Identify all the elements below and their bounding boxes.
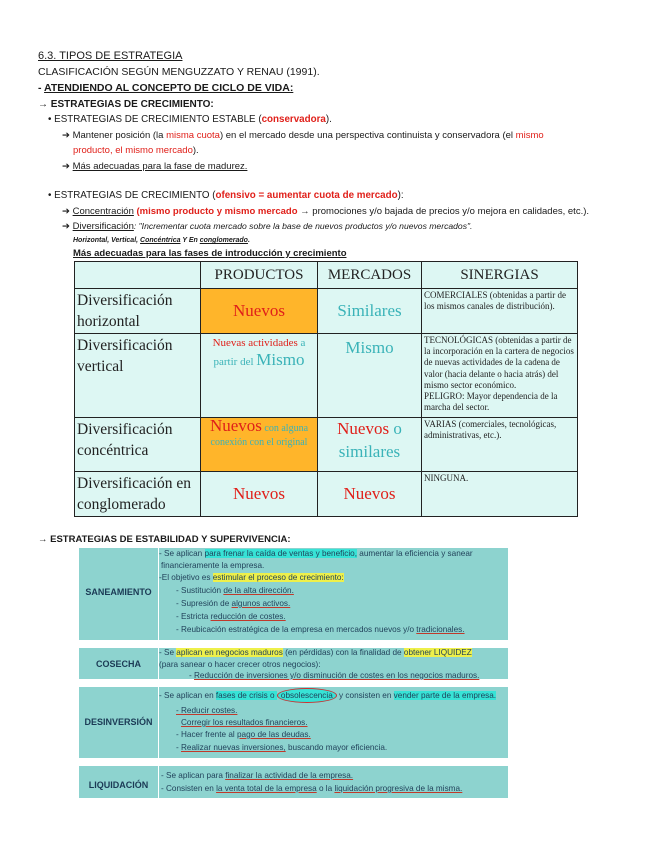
- cell-products: [201, 334, 318, 418]
- lifecycle-line: [38, 82, 293, 94]
- table-row: [75, 472, 578, 517]
- growth-title: → ESTRATEGIAS DE CRECIMIENTO:: [38, 99, 214, 110]
- stable-p1-red: misma cuota: [166, 130, 220, 141]
- row-separator: [79, 758, 508, 766]
- underlined: algunos activos.: [231, 599, 291, 608]
- saneamiento-line-2: financieramente la empresa.: [161, 561, 265, 570]
- stable-point-1-cont: [73, 145, 199, 156]
- saneamiento-label: SANEAMIENTO: [85, 587, 152, 597]
- synergy-warning: PELIGRO: Mayor dependencia de la marcha del sector.: [424, 391, 558, 413]
- underlined: la venta total de la empresa: [216, 784, 317, 793]
- phases-line: Más adecuadas para las fases de introducción y crecimiento: [73, 248, 347, 259]
- text: -: [176, 743, 182, 752]
- arrow-icon: ➔: [62, 130, 70, 141]
- arrow-icon: ➔: [62, 221, 70, 232]
- text: - Estricta: [176, 612, 211, 621]
- desinversion-line-3: Corregir los resultados financieros.: [181, 718, 308, 727]
- text: - Reubicación estratégica de la empresa en mercados nuevos y/o: [176, 625, 417, 634]
- underlined: Realizar nuevas inversiones,: [181, 743, 286, 752]
- concentration-rest: promociones y/o bajada de precios y/o mejora en calidades, etc.).: [309, 206, 590, 217]
- desinversion-line-2: - Reducir costes.: [176, 706, 238, 715]
- underlined: pago de las deudas.: [236, 730, 311, 739]
- header-cell-markets: MERCADOS: [318, 262, 422, 289]
- products-b: con alguna conexión con el original: [210, 423, 309, 448]
- highlight: estimular el proceso de crecimiento:: [212, 573, 344, 582]
- text: - Sustitución: [176, 586, 224, 595]
- section-title: 6.3. TIPOS DE ESTRATEGIA: [38, 50, 183, 62]
- table-row: [75, 289, 578, 334]
- circled-word: obsolescencia: [277, 688, 337, 703]
- liquidacion-line-2: [161, 784, 462, 793]
- column-separator: [158, 766, 159, 798]
- text: -: [189, 671, 195, 680]
- saneamiento-line-3: [159, 573, 344, 582]
- saneamiento-line-6: [176, 612, 286, 621]
- stability-table: [79, 548, 508, 798]
- bullet-icon: •: [48, 190, 52, 201]
- text: - Se aplican en: [159, 691, 216, 700]
- cell-markets: Nuevos: [318, 472, 422, 517]
- cell-synergy: COMERCIALES (obtenidas a partir de los mismos canales de distribución).: [422, 289, 578, 334]
- stable-point-2: [62, 161, 247, 172]
- markets-a: Nuevos: [337, 419, 390, 438]
- products-a: Nuevos: [209, 417, 262, 435]
- diversification-line: [62, 221, 472, 232]
- stable-growth-bullet: [48, 114, 332, 125]
- table-row: [75, 418, 578, 472]
- text: - Se: [159, 648, 177, 657]
- row-name: Diversificación horizontal: [75, 289, 201, 334]
- offensive-label: ESTRATEGIAS DE CRECIMIENTO (: [54, 190, 216, 201]
- desinversion-line-4: [176, 730, 311, 739]
- cell-products: Nuevos: [201, 289, 318, 334]
- products-a: Nuevas actividades: [212, 337, 298, 349]
- text: - Consisten en: [161, 784, 217, 793]
- offensive-growth-bullet: [48, 190, 404, 201]
- text: o la: [316, 784, 335, 793]
- row-name: Diversificación concéntrica: [75, 418, 201, 472]
- offensive-label-end: ):: [397, 190, 404, 201]
- cell-products: Nuevos: [201, 472, 318, 517]
- types-a: Horizontal, Vertical,: [73, 237, 141, 244]
- header-cell-empty: [75, 262, 201, 289]
- row-name: Diversificación vertical: [75, 334, 201, 418]
- stable-label-red: conservadora: [261, 114, 326, 125]
- products-b: a partir del: [213, 337, 306, 368]
- desinversion-label: DESINVERSIÓN: [84, 717, 153, 727]
- saneamiento-line-4: [176, 586, 294, 595]
- stable-p1-red2: mismo: [515, 130, 544, 141]
- stable-p1-red3: producto, el mismo mercado: [73, 145, 193, 156]
- stable-point-1: [62, 130, 544, 141]
- cell-synergy: VARIAS (comerciales, tecnológicas, administrativas, etc.).: [422, 418, 578, 472]
- text: y consisten en: [336, 691, 394, 700]
- stable-label-end: ).: [325, 114, 332, 125]
- row-separator: [79, 640, 508, 648]
- cell-synergy: [422, 334, 578, 418]
- table-header-row: [75, 262, 578, 289]
- header-cell-synergies: SINERGIAS: [422, 262, 578, 289]
- stability-title: → ESTRATEGIAS DE ESTABILIDAD Y SUPERVIVENCIA:: [38, 534, 291, 545]
- row-separator: [79, 679, 508, 687]
- row-name: Diversificación en conglomerado: [75, 472, 201, 517]
- types-c: Y En: [180, 237, 200, 244]
- cell-products: [201, 418, 318, 472]
- desinversion-line-5: [176, 743, 387, 752]
- dash: -: [38, 82, 45, 94]
- text: - Hacer frente al: [176, 730, 237, 739]
- cell-markets: Similares: [318, 289, 422, 334]
- cosecha-label: COSECHA: [95, 659, 141, 669]
- cell-markets: Mismo: [318, 334, 422, 418]
- text: (en pérdidas) con la finalidad de: [282, 648, 404, 657]
- types-b: Concéntrica: [140, 237, 181, 244]
- cosecha-line-3: [189, 671, 479, 680]
- stable-p2: Más adecuadas para la fase de madurez.: [72, 161, 248, 172]
- bullet-icon: •: [48, 114, 52, 125]
- table-row: [75, 334, 578, 418]
- stable-p1-c: ).: [192, 145, 199, 156]
- underlined: tradicionales.: [416, 625, 465, 634]
- highlight: aplican en negocios maduros: [176, 648, 283, 657]
- text: buscando mayor eficiencia.: [285, 743, 388, 752]
- column-separator: [158, 548, 159, 640]
- liquidacion-line-1: [161, 771, 353, 780]
- stable-p1-a: Mantener posición (la: [72, 130, 167, 141]
- markets-b: o similares: [338, 419, 402, 461]
- underlined: Reducción de inversiones y/o disminución de costes en los negocios maduros.: [194, 671, 480, 680]
- diversification-quote: : "Incrementar cuota mercado sobre la base de nuevos productos y/o nuevos mercados".: [133, 221, 473, 231]
- cell-markets: [318, 418, 422, 472]
- highlight: obtener LIQUIDEZ: [403, 648, 472, 657]
- liquidacion-label: LIQUIDACIÓN: [88, 780, 149, 790]
- concentration-term: Concentración: [72, 206, 134, 217]
- text: - Se aplican para: [161, 771, 226, 780]
- concentration-line: [62, 206, 589, 217]
- classification-line: CLASIFICACIÓN SEGÚN MENGUZZATO Y RENAU (1991).: [38, 66, 320, 78]
- arrow-icon: ➔: [62, 206, 70, 217]
- underlined: liquidación progresiva de la misma.: [334, 784, 463, 793]
- highlight: para frenar la caída de ventas y beneficio,: [204, 549, 357, 558]
- offensive-label-red: ofensivo = aumentar cuota de mercado: [215, 190, 398, 201]
- right-arrow-icon: →: [300, 206, 310, 217]
- highlight: fases de crisis o: [215, 691, 277, 700]
- desinversion-line-1: [159, 691, 496, 700]
- diversification-term: Diversificación: [72, 221, 134, 232]
- diversification-table: [74, 261, 577, 514]
- cosecha-line-1: [159, 648, 472, 657]
- stable-label: ESTRATEGIAS DE CRECIMIENTO ESTABLE (: [54, 114, 262, 125]
- stable-p1-b: ) en el mercado desde una perspectiva continuista y conservadora (el: [219, 130, 516, 141]
- underlined: reducción de costes.: [210, 612, 286, 621]
- diversification-types: [73, 237, 250, 244]
- arrow-icon: ➔: [62, 161, 70, 172]
- cosecha-line-2: (para sanear o hacer crecer otros negocios):: [159, 660, 321, 669]
- underlined: finalizar la actividad de la empresa.: [225, 771, 354, 780]
- text: - Supresión de: [176, 599, 232, 608]
- text: -El objetivo es: [159, 573, 213, 582]
- synergy-text: TECNOLÓGICAS (obtenidas a partir de la incorporación en la cartera de negocios de nuevas actividades de la cadena de valor (hacia delante o hacia atrás) del mismo sector económico.: [424, 335, 574, 390]
- cell-synergy: NINGUNA.: [422, 472, 578, 517]
- underlined: de la alta dirección.: [223, 586, 294, 595]
- concentration-red: (mismo producto y mismo mercado: [133, 206, 301, 217]
- types-e: .: [247, 237, 250, 244]
- highlight: vender parte de la empresa.: [393, 691, 497, 700]
- saneamiento-line-7: [176, 625, 465, 634]
- products-c: Mismo: [256, 350, 305, 369]
- saneamiento-line-1: [159, 549, 473, 558]
- types-d: conglomerado: [199, 237, 248, 244]
- lifecycle-heading: ATENDIENDO AL CONCEPTO DE CICLO DE VIDA:: [44, 82, 294, 94]
- text: aumentar la eficiencia y sanear: [357, 549, 473, 558]
- header-cell-products: PRODUCTOS: [201, 262, 318, 289]
- text: - Se aplican: [159, 549, 205, 558]
- saneamiento-line-5: [176, 599, 290, 608]
